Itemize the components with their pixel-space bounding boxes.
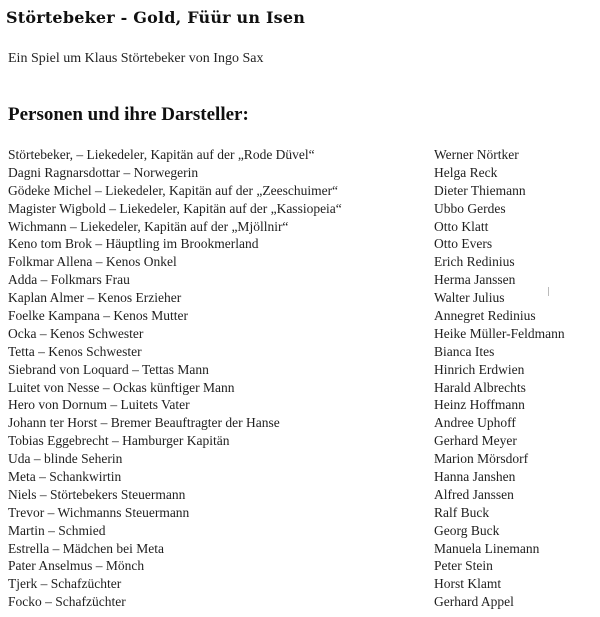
cast-row <box>0 307 600 325</box>
cast-actor: Heinz Hoffmann <box>434 397 525 413</box>
cast-role: Wichmann – Liekedeler, Kapitän auf der „Mjöllnir“ <box>8 218 289 234</box>
cast-row <box>0 575 600 593</box>
cast-actor: Otto Klatt <box>434 218 489 234</box>
cast-role: Johann ter Horst – Bremer Beauftragter der Hanse <box>8 415 280 431</box>
cast-row <box>0 289 600 307</box>
page-title: Störtebeker - Gold, Füür un Isen <box>6 8 306 27</box>
cast-actor: Horst Klamt <box>434 576 502 592</box>
cast-row <box>0 200 600 218</box>
cast-role: Tobias Eggebrecht – Hamburger Kapitän <box>8 433 230 449</box>
cast-row <box>0 343 600 361</box>
cast-actor: Andree Uphoff <box>434 415 516 431</box>
cast-actor: Manuela Linemann <box>434 540 540 556</box>
cast-actor: Peter Stein <box>434 558 493 574</box>
cast-role: Luitet von Nesse – Ockas künftiger Mann <box>8 379 235 395</box>
cast-row <box>0 361 600 379</box>
cast-row <box>0 432 600 450</box>
cast-role: Focko – Schafzüchter <box>8 594 126 610</box>
cast-actor: Gerhard Meyer <box>434 433 517 449</box>
cast-actor: Bianca Ites <box>434 343 495 359</box>
page-subtitle: Ein Spiel um Klaus Störtebeker von Ingo Sax <box>8 51 264 66</box>
cast-row <box>0 164 600 182</box>
cast-row <box>0 450 600 468</box>
cast-row <box>0 218 600 236</box>
cast-role: Folkmar Allena – Kenos Onkel <box>8 254 177 270</box>
cast-row <box>0 593 600 611</box>
cast-role: Meta – Schankwirtin <box>8 469 122 485</box>
cast-row <box>0 146 600 164</box>
cast-actor: Dieter Thiemann <box>434 182 526 198</box>
cast-row <box>0 271 600 289</box>
cast-role: Uda – blinde Seherin <box>8 451 123 467</box>
cast-actor: Werner Nörtker <box>434 147 519 162</box>
cast-role: Magister Wigbold – Liekedeler, Kapitän auf der „Kassiopeia“ <box>8 200 342 216</box>
cast-row <box>0 522 600 540</box>
cast-row <box>0 325 600 343</box>
cast-actor: Heike Müller-Feldmann <box>434 325 565 341</box>
cast-actor: Georg Buck <box>434 522 500 538</box>
cast-row <box>0 182 600 200</box>
cast-role: Adda – Folkmars Frau <box>8 272 130 288</box>
cast-row <box>0 540 600 558</box>
cast-role: Foelke Kampana – Kenos Mutter <box>8 308 188 324</box>
cast-actor: Alfred Janssen <box>434 486 514 502</box>
cast-list <box>0 146 600 611</box>
cast-row <box>0 396 600 414</box>
cast-row <box>0 253 600 271</box>
cast-actor: Herma Janssen <box>434 272 516 288</box>
cast-actor: Helga Reck <box>434 164 498 180</box>
cast-actor: Annegret Redinius <box>434 308 536 324</box>
cast-row <box>0 379 600 397</box>
cast-row <box>0 414 600 432</box>
cast-role: Pater Anselmus – Mönch <box>8 558 145 574</box>
cast-row <box>0 557 600 575</box>
cast-role: Martin – Schmied <box>8 522 106 538</box>
cast-role: Hero von Dornum – Luitets Vater <box>8 397 190 413</box>
scan-speck <box>548 287 549 296</box>
cast-role: Keno tom Brok – Häuptling im Brookmerland <box>8 236 259 252</box>
cast-row <box>0 504 600 522</box>
cast-role: Estrella – Mädchen bei Meta <box>8 540 164 556</box>
cast-actor: Erich Redinius <box>434 254 515 270</box>
cast-role: Dagni Ragnarsdottar – Norwegerin <box>8 164 199 180</box>
cast-actor: Hinrich Erdwien <box>434 361 525 377</box>
cast-row <box>0 468 600 486</box>
cast-role: Tetta – Kenos Schwester <box>8 343 142 359</box>
cast-actor: Harald Albrechts <box>434 379 526 395</box>
cast-row <box>0 235 600 253</box>
cast-actor: Ubbo Gerdes <box>434 200 506 216</box>
cast-role: Kaplan Almer – Kenos Erzieher <box>8 290 182 306</box>
cast-role: Niels – Störtebekers Steuermann <box>8 486 186 502</box>
cast-role: Siebrand von Loquard – Tettas Mann <box>8 361 209 377</box>
cast-role: Störtebeker, – Liekedeler, Kapitän auf der „Rode Düvel“ <box>8 147 315 162</box>
cast-role: Ocka – Kenos Schwester <box>8 325 144 341</box>
cast-actor: Hanna Janshen <box>434 469 516 485</box>
cast-actor: Marion Mörsdorf <box>434 451 529 467</box>
cast-actor: Walter Julius <box>434 290 505 306</box>
cast-role: Trevor – Wichmanns Steuermann <box>8 504 190 520</box>
cast-role: Tjerk – Schafzüchter <box>8 576 122 592</box>
cast-actor: Otto Evers <box>434 236 493 252</box>
cast-actor: Gerhard Appel <box>434 594 514 610</box>
section-heading: Personen und ihre Darsteller: <box>8 104 249 125</box>
cast-actor: Ralf Buck <box>434 504 490 520</box>
cast-row <box>0 486 600 504</box>
cast-role: Gödeke Michel – Liekedeler, Kapitän auf der „Zeeschuimer“ <box>8 182 339 198</box>
